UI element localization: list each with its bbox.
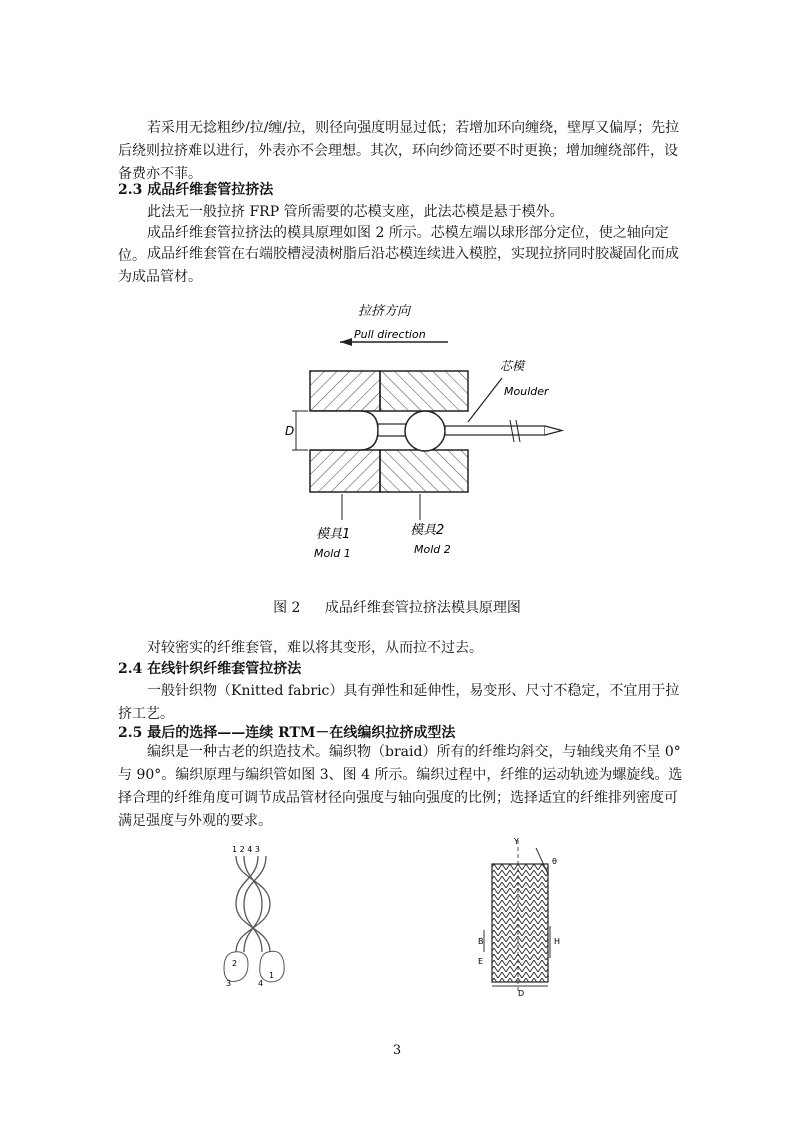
direction-label-en: Pull direction bbox=[354, 328, 426, 341]
bobbin-3: 3 bbox=[226, 979, 232, 988]
tube-body bbox=[492, 864, 548, 982]
h-label: H bbox=[554, 937, 561, 946]
paragraph-4: 成品纤维套管在右端胶槽浸渍树脂后沿芯模连续进入模腔，实现拉挤同时胶凝固化而成为成品管材。 bbox=[118, 246, 679, 285]
bobbin-2: 2 bbox=[232, 959, 238, 968]
mold-1-top bbox=[310, 371, 380, 411]
paragraph-5: 对较密实的纤维套管，难以将其变形，从而拉不过去。 bbox=[147, 640, 483, 656]
mold-2-bottom bbox=[380, 450, 468, 492]
figure-4-braided-tube bbox=[474, 834, 574, 999]
paragraph-1: 若采用无捻粗纱/拉/缠/拉，则径向强度明显过低；若增加环向缠绕，壁厚又偏厚；先拉后绕则拉挤难以进行，外表亦不会理想。其次，环向纱筒还要不时更换；增加缠绕部件，设备费亦不菲。 bbox=[118, 120, 680, 182]
page-number: 3 bbox=[392, 1043, 402, 1058]
paragraph-2: 此法无一般拉挤 FRP 管所需要的芯模支座，此法芯模是悬于模外。 bbox=[147, 204, 564, 220]
b-label: B bbox=[478, 937, 484, 946]
heading-2-5: 2.5 最后的选择——连续 RTM－在线编织拉挤成型法 bbox=[118, 725, 456, 741]
paragraph-7: 编织是一种古老的织造技术。编织物（braid）所有的纤维均斜交，与轴线夹角不呈 0°与 90°。编织原理与编织管如图 3、图 4 所示。编织过程中，纤维的运动轨迹为螺旋线。选择合理的纤维角度可调节成品管材径向强度与轴向强度的比例；选择适宜的纤维排列密度可满足强度与外观的要求。 bbox=[118, 744, 683, 829]
mold-1-bottom bbox=[310, 450, 380, 492]
caption-text: 成品纤维套管拉挤法模具原理图 bbox=[324, 600, 521, 616]
mold-2-label-cn: 模具2 bbox=[410, 523, 445, 538]
diameter-label: D bbox=[285, 424, 295, 438]
caption-number: 图 2 bbox=[273, 600, 301, 616]
angle-label: θ bbox=[552, 857, 557, 866]
mandrel-label-cn: 芯模 bbox=[500, 359, 525, 373]
mold-1-label-en: Mold 1 bbox=[314, 547, 351, 560]
axis-y-label: Y bbox=[514, 837, 519, 846]
bobbin-1: 1 bbox=[269, 971, 275, 980]
direction-label-cn: 拉挤方向 bbox=[358, 304, 411, 319]
figure-3-braiding-principle bbox=[218, 840, 298, 1000]
heading-2-4: 2.4 在线针织纤维套管拉挤法 bbox=[118, 661, 302, 677]
strand-labels: 1 2 4 3 bbox=[232, 845, 260, 854]
mold-2-label-en: Mold 2 bbox=[414, 543, 451, 556]
figure-2-mold-diagram bbox=[270, 298, 590, 570]
mandrel-label-en: Moulder bbox=[504, 385, 549, 398]
heading-2-3: 2.3 成品纤维套管拉挤法 bbox=[118, 182, 274, 198]
mold-1-label-cn: 模具1 bbox=[316, 527, 351, 542]
diameter-label-fig4: D bbox=[518, 989, 525, 998]
mold-2-top bbox=[380, 371, 468, 411]
figure-2-caption bbox=[0, 597, 794, 617]
bobbin-4: 4 bbox=[258, 979, 264, 988]
e-label: E bbox=[478, 957, 484, 966]
paragraph-3: 成品纤维套管拉挤法的模具原理如图 2 所示。芯模左端以球形部分定位，使之轴向定位。 bbox=[118, 225, 669, 264]
mandrel-rod bbox=[445, 426, 545, 435]
mandrel-ball bbox=[405, 411, 445, 451]
paragraph-6: 一般针织物（Knitted fabric）具有弹性和延伸性，易变形、尺寸不稳定，不宜用于拉挤工艺。 bbox=[118, 683, 680, 722]
